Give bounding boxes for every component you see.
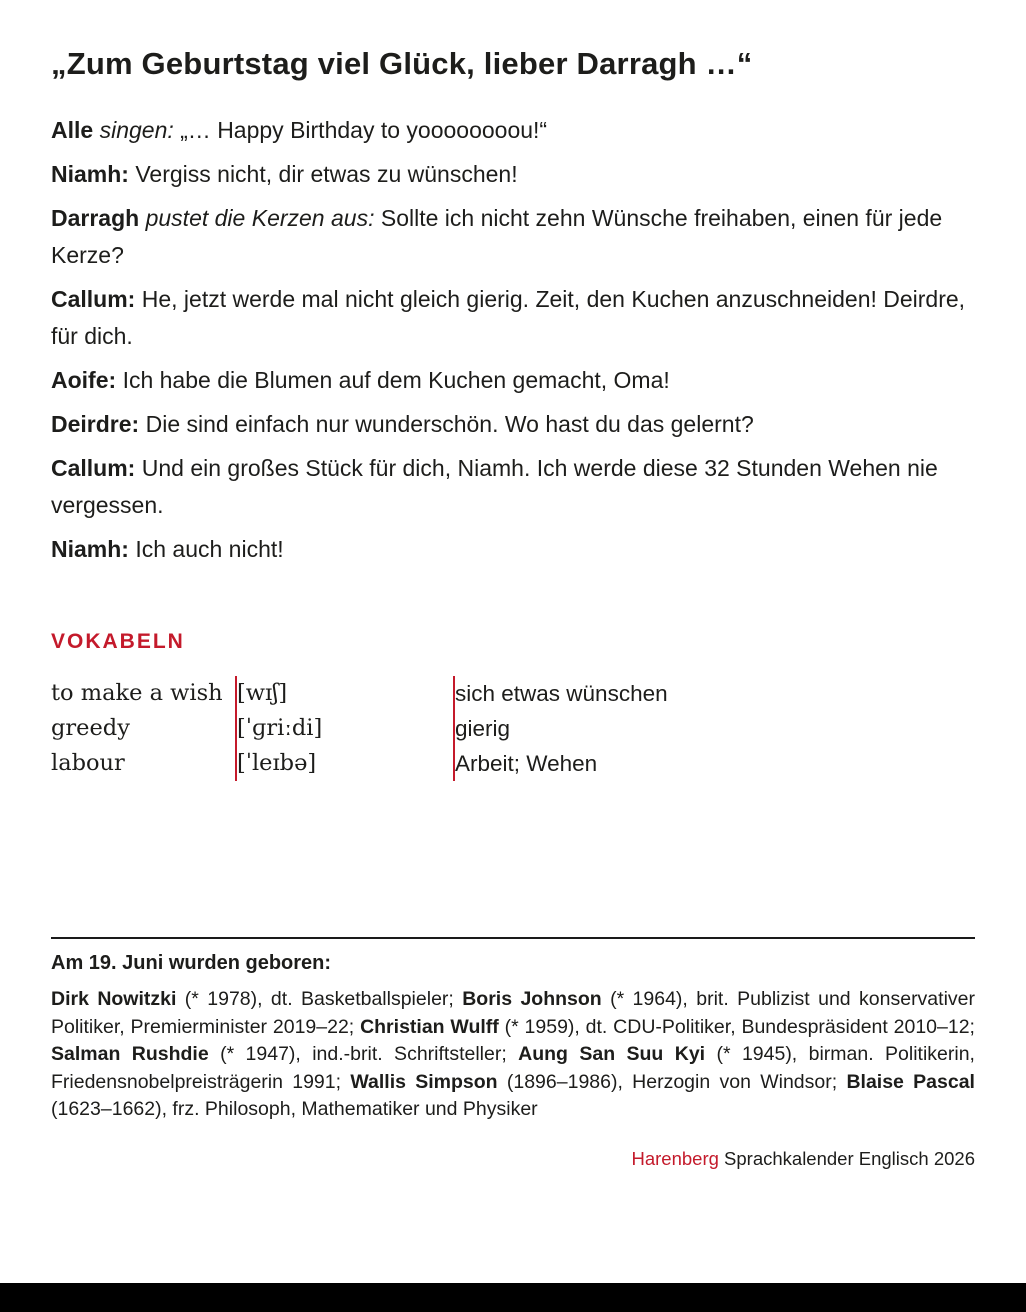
- person-info: (* 1947), ind.-brit. Schriftsteller;: [208, 1043, 519, 1065]
- bottom-edge-bar: [0, 1283, 1026, 1312]
- speaker-name: Niamh:: [51, 536, 129, 562]
- dialogue-section: [51, 112, 975, 568]
- person-info: (1623–1662), frz. Philosoph, Mathematiker und Physiker: [51, 1098, 538, 1120]
- person-name: Dirk Nowitzki: [51, 988, 177, 1010]
- person-info: (* 1978), dt. Basketballspieler;: [176, 988, 463, 1010]
- vocab-row: [51, 676, 668, 711]
- person-info: (* 1964), brit. Publizist und konservativer Politiker, Premierminister 2019–22;: [51, 988, 975, 1038]
- person-info: (1896–1986), Herzogin von Windsor;: [497, 1070, 847, 1093]
- speaker-name: Alle: [51, 117, 94, 143]
- vocab-german: gierig: [454, 711, 668, 746]
- vocab-english: labour: [51, 750, 125, 776]
- dialogue-line: [51, 200, 975, 274]
- dialogue-text: Vergiss nicht, dir etwas zu wünschen!: [135, 161, 518, 187]
- dialogue-text: Sollte ich nicht zehn Wünsche freihaben, einen für jede Kerze?: [51, 205, 943, 268]
- vocab-phonetic: [ˈleɪbə]: [236, 746, 454, 781]
- vocab-table: [51, 676, 668, 781]
- vokabeln-heading: VOKABELN: [51, 630, 185, 653]
- person-info: (* 1959), dt. CDU-Politiker, Bundespräsident 2010–12;: [498, 1015, 975, 1038]
- vocab-phonetic: [wɪʃ]: [236, 676, 454, 711]
- dialogue-text: Ich habe die Blumen auf dem Kuchen gemacht, Oma!: [122, 367, 670, 393]
- speaker-name: Niamh:: [51, 161, 129, 187]
- dialogue-line: [51, 450, 975, 524]
- vocab-row: [51, 746, 668, 781]
- footer: [51, 1148, 975, 1170]
- dialogue-line: [51, 531, 975, 568]
- section-divider: [51, 937, 975, 939]
- dialogue-line: [51, 362, 975, 399]
- vocab-english: greedy: [51, 715, 130, 741]
- birthdays-paragraph: [51, 986, 975, 1124]
- person-name: Wallis Simpson: [350, 1070, 498, 1093]
- dialogue-text: Ich auch nicht!: [135, 536, 284, 562]
- stage-direction: pustet die Kerzen aus:: [145, 205, 375, 231]
- speaker-name: Deirdre:: [51, 411, 140, 437]
- person-name: Blaise Pascal: [846, 1070, 975, 1093]
- brand-name: Harenberg: [631, 1147, 719, 1169]
- vocab-phonetic: [ˈɡriːdi]: [236, 711, 454, 746]
- person-info: (* 1945), birman. Politikerin, Friedensnobelpreisträgerin 1991;: [51, 1043, 975, 1093]
- vocab-row: [51, 711, 668, 746]
- speaker-name: Callum:: [51, 455, 136, 481]
- dialogue-line: [51, 156, 975, 193]
- dialogue-text: Die sind einfach nur wunderschön. Wo hast du das gelernt?: [145, 411, 754, 437]
- speaker-name: Callum:: [51, 286, 136, 312]
- dialogue-line: [51, 406, 975, 443]
- vocab-german: Arbeit; Wehen: [454, 746, 668, 781]
- stage-direction: singen:: [99, 117, 174, 143]
- dialogue-text: Und ein großes Stück für dich, Niamh. Ich werde diese 32 Stunden Wehen nie vergessen.: [51, 455, 938, 518]
- person-name: Christian Wulff: [360, 1015, 499, 1038]
- page-title: „Zum Geburtstag viel Glück, lieber Darragh …“: [51, 46, 753, 81]
- birthdays-heading: Am 19. Juni wurden geboren:: [51, 952, 332, 974]
- speaker-name: Aoife:: [51, 367, 117, 393]
- speaker-name: Darragh: [51, 205, 140, 231]
- dialogue-text: He, jetzt werde mal nicht gleich gierig. Zeit, den Kuchen anzuschneiden! Deirdre, für dich.: [51, 286, 966, 349]
- vocab-english: to make a wish: [51, 680, 223, 706]
- person-name: Boris Johnson: [462, 988, 602, 1010]
- person-name: Salman Rushdie: [51, 1043, 209, 1065]
- dialogue-text: „… Happy Birthday to yoooooooou!“: [180, 117, 548, 143]
- dialogue-line: [51, 112, 975, 149]
- dialogue-line: [51, 281, 975, 355]
- person-name: Aung San Suu Kyi: [518, 1043, 706, 1065]
- vocab-german: sich etwas wünschen: [454, 676, 668, 711]
- footer-text: Sprachkalender Englisch 2026: [724, 1147, 975, 1169]
